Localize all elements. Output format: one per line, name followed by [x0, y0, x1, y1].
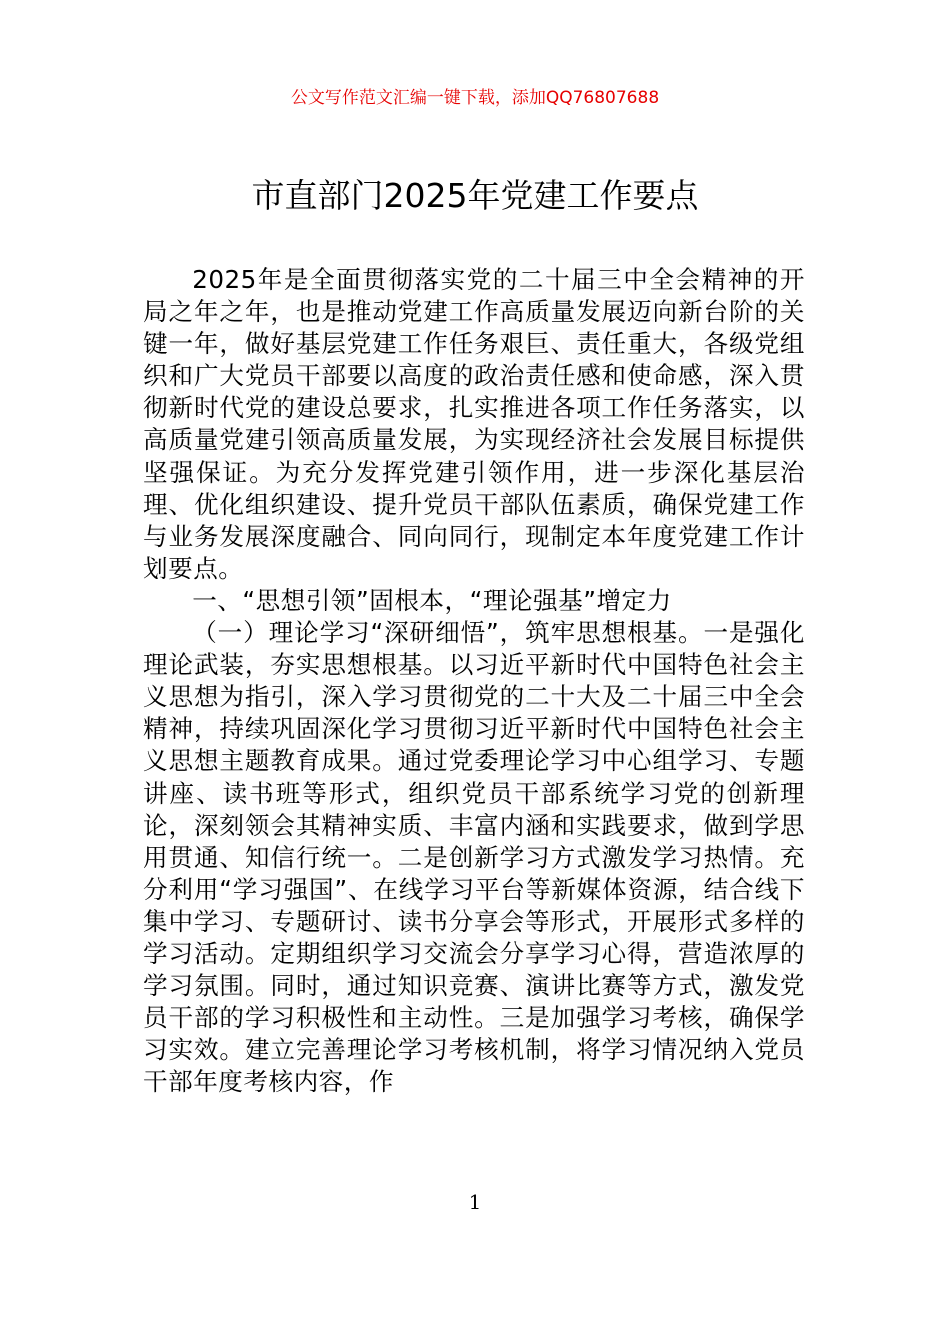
header-promo-note: 公文写作范文汇编一键下载，添加QQ76807688: [290, 88, 660, 108]
document-body: [143, 264, 805, 1098]
section-heading-1: 一、“思想引领”固根本，“理论强基”增定力: [192, 585, 672, 615]
intro-paragraph: 2025年是全面贯彻落实党的二十届三中全会精神的开局之年之年，也是推动党建工作高质量发展迈向新台阶的关键一年，做好基层党建工作任务艰巨、责任重大，各级党组织和广大党员干部要以高度的政治责任感和使命感，深入贯彻新时代党的建设总要求，扎实推进各项工作任务落实，以高质量党建引领高质量发展，为实现经济社会发展目标提供坚强保证。为充分发挥党建引领作用，进一步深化基层治理、优化组织建设、提升党员干部队伍素质，确保党建工作与业务发展深度融合、同向同行，现制定本年度党建工作计划要点。: [143, 265, 805, 583]
page-number: 1: [468, 1190, 482, 1214]
subsection-paragraph-1: （一）理论学习“深研细悟”，筑牢思想根基。一是强化理论武装，夯实思想根基。以习近平新时代中国特色社会主义思想为指引，深入学习贯彻党的二十大及二十届三中全会精神，持续巩固深化学习贯彻习近平新时代中国特色社会主义思想主题教育成果。通过党委理论学习中心组学习、专题讲座、读书班等形式，组织党员干部系统学习党的创新理论，深刻领会其精神实质、丰富内涵和实践要求，做到学思用贯通、知信行统一。二是创新学习方式激发学习热情。充分利用“学习强国”、在线学习平台等新媒体资源，结合线下集中学习、专题研讨、读书分享会等形式，开展形式多样的学习活动。定期组织学习交流会分享学习心得，营造浓厚的学习氛围。同时，通过知识竞赛、演讲比赛等方式，激发党员干部的学习积极性和主动性。三是加强学习考核，确保学习实效。建立完善理论学习考核机制，将学习情况纳入党员干部年度考核内容，作: [143, 618, 805, 1097]
document-title: 市直部门2025年党建工作要点: [251, 176, 699, 215]
